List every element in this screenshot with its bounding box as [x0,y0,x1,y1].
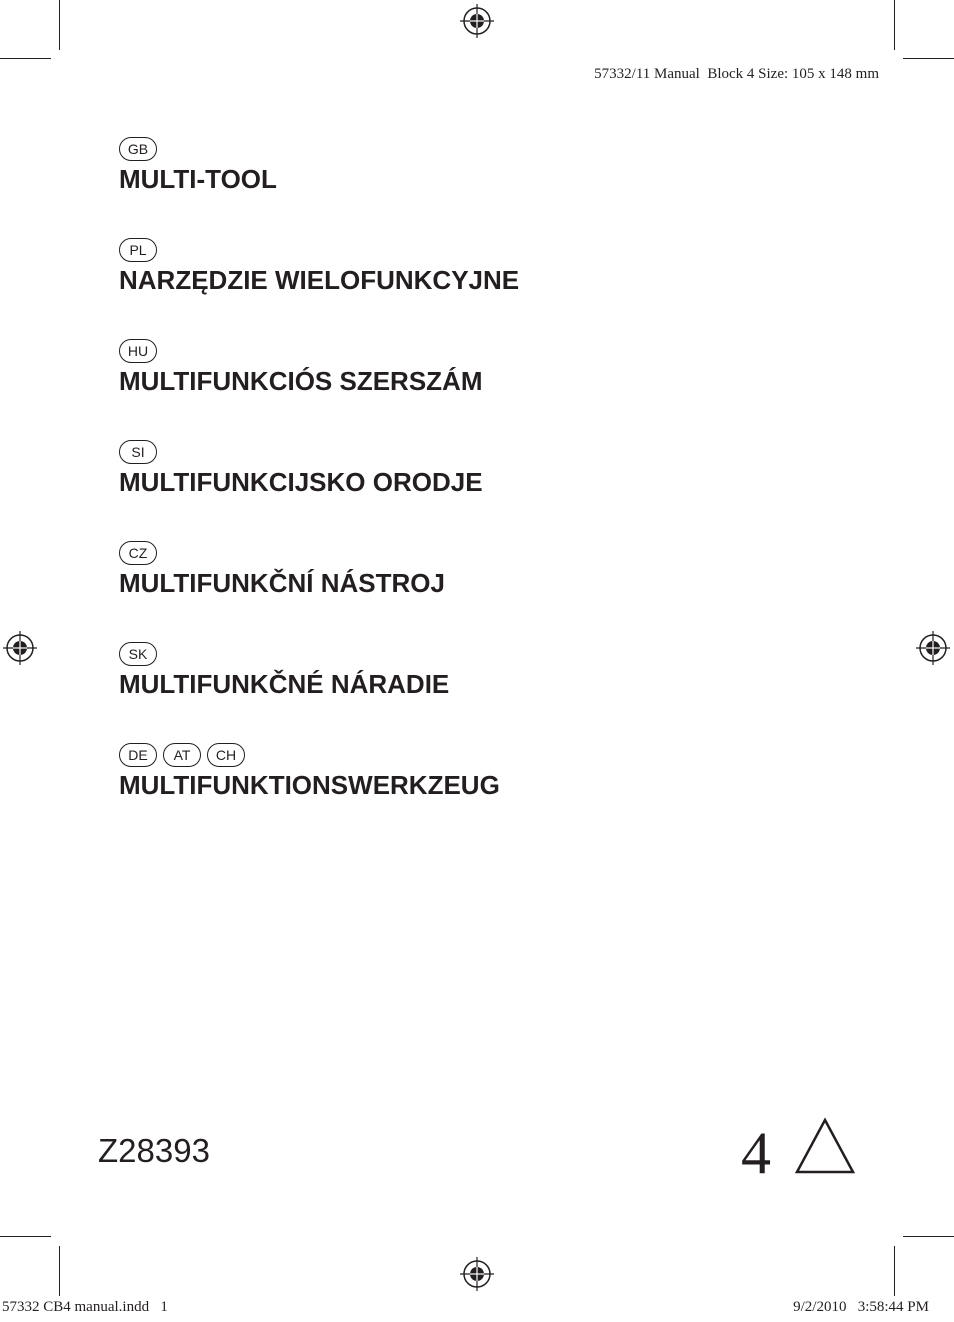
crop-mark-top-left-vertical [59,0,60,50]
country-code-badge: SI [119,440,157,464]
country-code-badge: GB [119,137,157,161]
registration-mark-right-icon [916,631,950,665]
country-code-badge: CH [207,743,245,767]
crop-mark-bottom-right-horizontal [903,1236,954,1237]
language-block-gb [119,137,519,238]
triangle-outline-icon [794,1117,856,1175]
block-number: 4 [741,1120,771,1186]
print-slug-header: 57332/11 Manual Block 4 Size: 105 x 148 mm [594,66,879,82]
crop-mark-top-left-horizontal [0,58,51,59]
country-code-badge: SK [119,642,157,666]
country-codes [119,440,519,467]
country-code-badge: CZ [119,541,157,565]
crop-mark-bottom-left-horizontal [0,1236,51,1237]
country-codes [119,541,519,568]
product-title: MULTIFUNKČNÍ NÁSTROJ [119,568,445,598]
registration-mark-bottom-icon [460,1257,494,1291]
product-title: MULTIFUNKCIJSKO ORODJE [119,467,483,497]
footer-timestamp: 9/2/2010 3:58:44 PM [793,1299,929,1315]
country-code-badge: HU [119,339,157,363]
product-title: MULTIFUNKČNÉ NÁRADIE [119,669,450,699]
language-block-pl [119,238,519,339]
language-block-sk [119,642,519,743]
footer-file-name: 57332 CB4 manual.indd 1 [2,1299,168,1315]
language-block-de-at-ch [119,743,519,844]
country-codes [119,238,519,265]
country-codes [119,743,519,770]
language-block-si [119,440,519,541]
model-number: Z28393 [98,1132,210,1169]
product-title: MULTIFUNKTIONSWERKZEUG [119,770,500,800]
country-code-badge: DE [119,743,157,767]
crop-mark-top-right-horizontal [903,58,954,59]
product-title: MULTI-TOOL [119,164,277,194]
registration-mark-top-icon [460,4,494,38]
language-block-hu [119,339,519,440]
country-codes [119,642,519,669]
registration-mark-left-icon [3,631,37,665]
country-codes [119,339,519,366]
crop-mark-bottom-left-vertical [59,1246,60,1296]
country-code-badge: AT [163,743,201,767]
language-block-cz [119,541,519,642]
country-code-badge: PL [119,238,157,262]
product-title: NARZĘDZIE WIELOFUNKCYJNE [119,265,520,295]
language-list [119,137,519,844]
crop-mark-top-right-vertical [894,0,895,50]
country-codes [119,137,519,164]
crop-mark-bottom-right-vertical [894,1246,895,1296]
product-title: MULTIFUNKCIÓS SZERSZÁM [119,366,483,396]
